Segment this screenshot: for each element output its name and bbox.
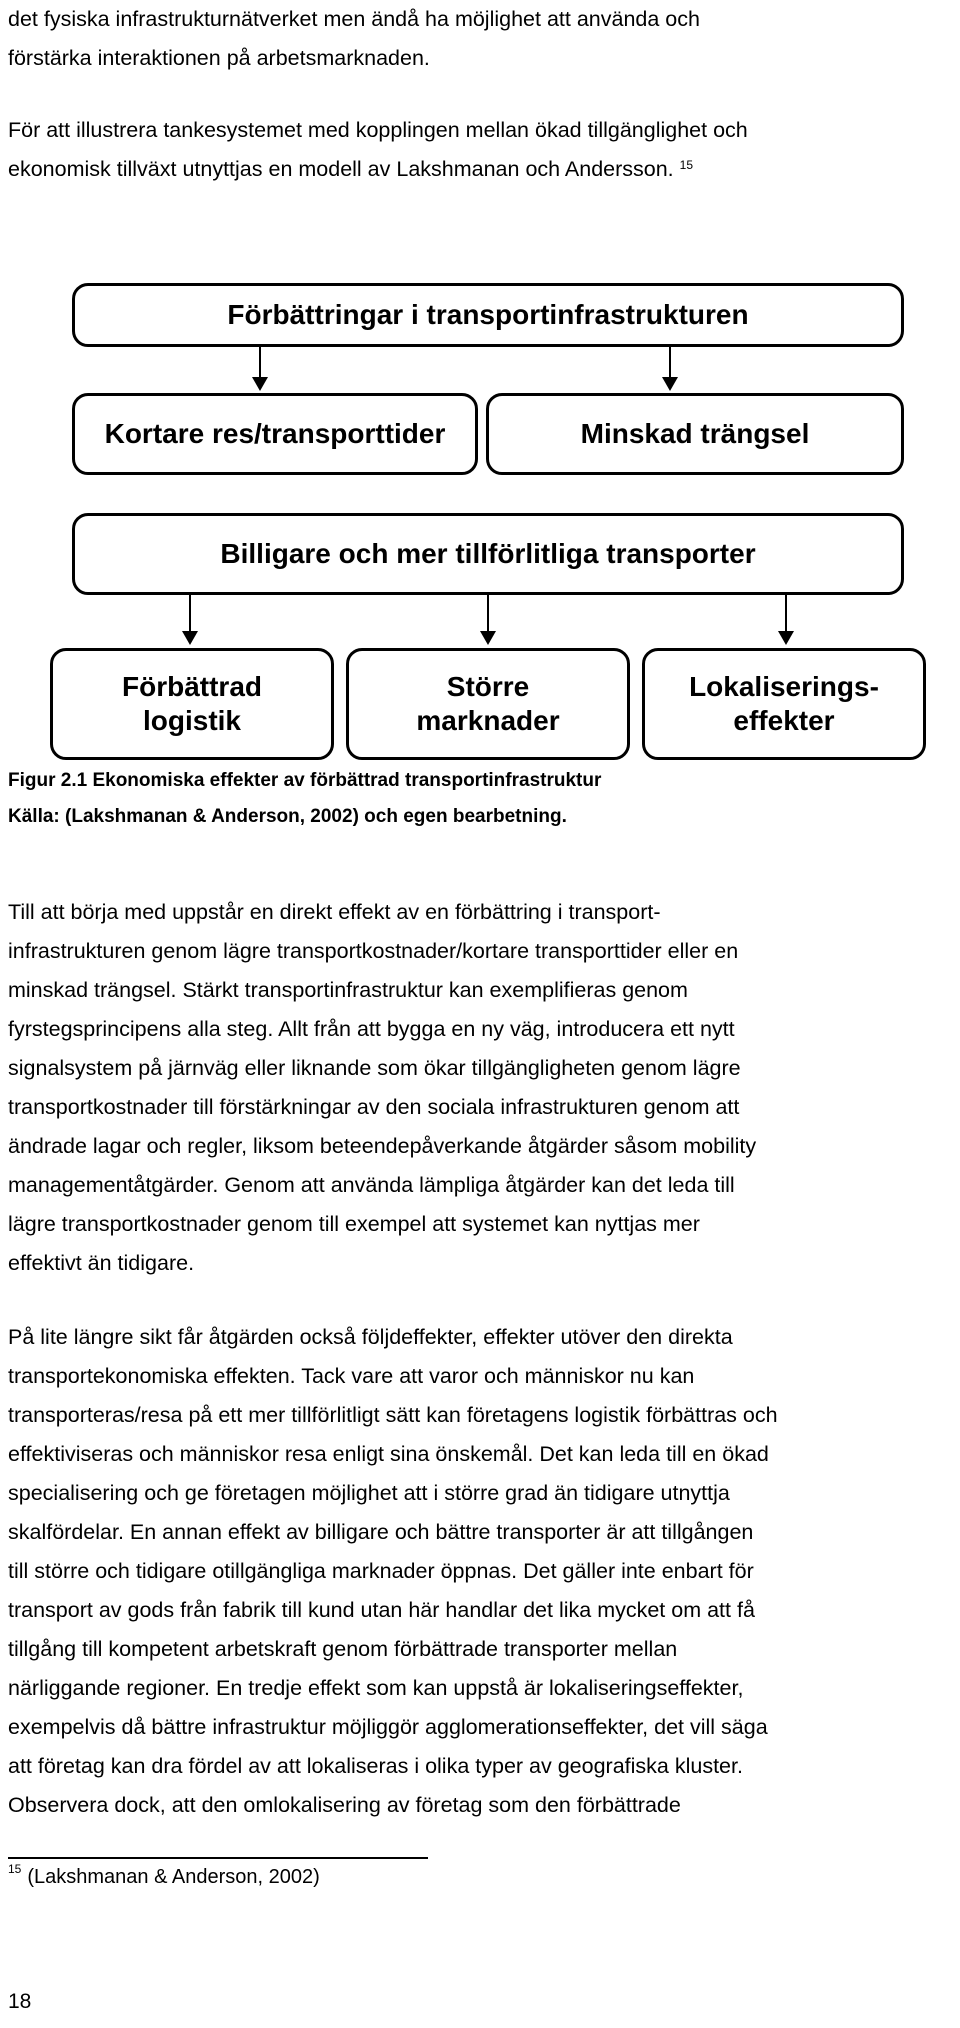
box-line: marknader	[416, 705, 560, 736]
box-improved-logistics	[50, 648, 334, 760]
text-line: effektivt än tidigare.	[8, 1251, 195, 1275]
text-line: specialisering och ge företagen möjlighet att i större grad än tidigare utnyttja	[8, 1481, 730, 1505]
box-line: Förbättrad	[122, 671, 262, 702]
figure-caption: Figur 2.1 Ekonomiska effekter av förbättrad transportinfrastruktur	[8, 770, 602, 791]
footnote-text: (Lakshmanan & Anderson, 2002)	[27, 1866, 320, 1888]
body-paragraph	[8, 893, 952, 1283]
effects-diagram	[50, 278, 930, 768]
text-line: exempelvis då bättre infrastruktur möjliggör agglomerationseffekter, det vill säga	[8, 1715, 768, 1739]
text-line: skalfördelar. En annan effekt av billigare och bättre transporter är att tillgången	[8, 1520, 754, 1544]
text-line: transport av gods från fabrik till kund utan här handlar det lika mycket om att få	[8, 1598, 755, 1622]
text-line: närliggande regioner. En tredje effekt som kan uppstå är lokaliseringseffekter,	[8, 1676, 744, 1700]
box-larger-markets	[346, 648, 630, 760]
text-line: signalsystem på järnväg eller liknande som ökar tillgängligheten genom lägre	[8, 1056, 741, 1080]
figure-source: Källa: (Lakshmanan & Anderson, 2002) och egen bearbetning.	[8, 806, 567, 827]
text-line: lägre transportkostnader genom till exempel att systemet kan nyttjas mer	[8, 1212, 700, 1236]
text-line: transportekonomiska effekten. Tack vare att varor och människor nu kan	[8, 1364, 695, 1388]
footnote-number: 15	[8, 1862, 22, 1876]
text-line: managementåtgärder. Genom att använda lämpliga åtgärder kan det leda till	[8, 1173, 735, 1197]
text-line: Till att börja med uppstår en direkt effekt av en förbättring i transport-	[8, 900, 661, 924]
box-shorter-travel-times: Kortare res/transporttider	[72, 393, 478, 475]
page-number: 18	[8, 1990, 32, 2013]
body-paragraph	[8, 1318, 952, 1825]
box-line: Större	[446, 671, 530, 702]
text-line: det fysiska infrastrukturnätverket men ändå ha möjlighet att använda och	[8, 7, 700, 31]
text-line: För att illustrera tankesystemet med kopplingen mellan ökad tillgänglighet och	[8, 118, 748, 142]
illustrate-paragraph	[8, 111, 952, 189]
text-line: transportkostnader till förstärkningar av den sociala infrastrukturen genom att	[8, 1095, 740, 1119]
text-line: infrastrukturen genom lägre transportkostnader/kortare transporttider eller en	[8, 939, 739, 963]
text-line: fyrstegsprincipens alla steg. Allt från att bygga en ny väg, introducera ett nytt	[8, 1017, 735, 1041]
text-line: Observera dock, att den omlokalisering av företag som den förbättrade	[8, 1793, 681, 1817]
text-line: ändrade lagar och regler, liksom beteendepåverkande åtgärder såsom mobility	[8, 1134, 757, 1158]
box-reduced-congestion: Minskad trängsel	[486, 393, 904, 475]
intro-paragraph	[8, 0, 952, 78]
box-infrastructure-improvements: Förbättringar i transportinfrastrukturen	[72, 283, 904, 347]
box-line: logistik	[142, 705, 241, 736]
text-line: tillgång till kompetent arbetskraft genom förbättrade transporter mellan	[8, 1637, 678, 1661]
text-line: att företag kan dra fördel av att lokaliseras i olika typer av geografiska kluster.	[8, 1754, 743, 1778]
text-line: På lite längre sikt får åtgärden också följdeffekter, effekter utöver den direkta	[8, 1325, 733, 1349]
footnote	[8, 1862, 320, 1889]
text-line: minskad trängsel. Stärkt transportinfrastruktur kan exemplifieras genom	[8, 978, 688, 1002]
box-line: Lokaliserings-	[689, 671, 879, 702]
text-fragment: ekonomisk tillväxt utnyttjas en modell av Lakshmanan och Andersson.	[8, 157, 674, 181]
text-line: förstärka interaktionen på arbetsmarknaden.	[8, 46, 430, 70]
footnote-reference[interactable]: 15	[679, 158, 694, 172]
box-line: effekter	[733, 705, 835, 736]
text-line: effektiviseras och människor resa enligt sina önskemål. Det kan leda till en ökad	[8, 1442, 769, 1466]
text-line: transporteras/resa på ett mer tillförlitligt sätt kan företagens logistik förbättras och	[8, 1403, 778, 1427]
box-localization-effects	[642, 648, 926, 760]
text-line	[8, 150, 952, 189]
text-line: till större och tidigare otillgängliga marknader öppnas. Det gäller inte enbart för	[8, 1559, 754, 1583]
box-cheaper-reliable-transport: Billigare och mer tillförlitliga transporter	[72, 513, 904, 595]
footnote-separator	[8, 1857, 428, 1859]
